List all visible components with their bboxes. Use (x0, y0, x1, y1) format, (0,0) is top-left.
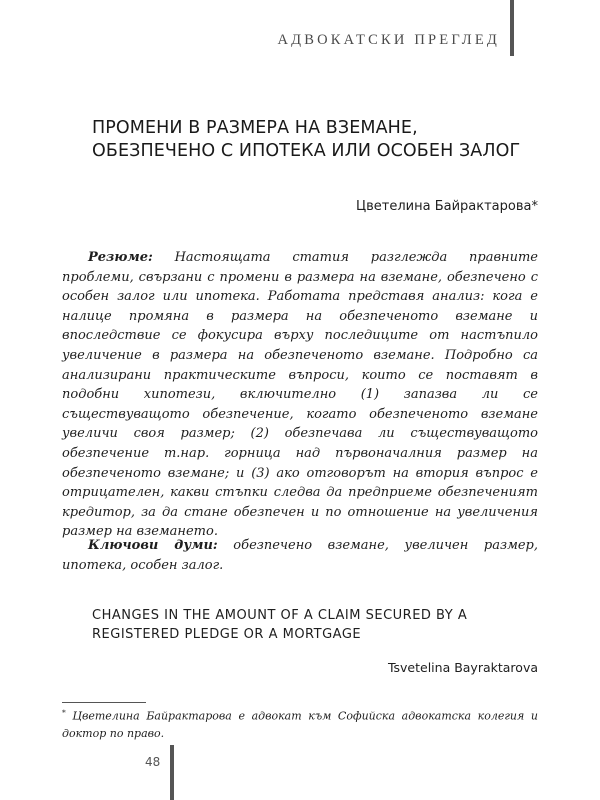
abstract-text: Настоящата статия разглежда правните проблеми, свързани с промени в размера на вземане, обезпечено с особен залог или ипотека. Работата представя анализ: кога е налице промяна в размера на обезпеченото вземане и впоследствие се фокусира върху последиците от настъпило увеличение в размера на обезпеченото вземане. Подробно са анализирани практическите въпроси, които се поставят в подобни хипотези, включително (1) запазва ли се съществуващото обезпечение, когато обезпеченото вземане увеличи своя размер; (2) обезпечава ли съществуващото обезпечение т.нар. горница над първоначалния размер на обезпеченото вземане; и (3) ако отговорът на втория въпрос е отрицателен, какви стъпки следва да предприеме обезпеченият кредитор, за да стане обезпечен и по отношение на увеличения размер на вземането. (62, 250, 538, 540)
footnote (62, 704, 538, 742)
keywords-label: Ключови думи: (88, 538, 218, 553)
journal-title: АДВОКАТСКИ ПРЕГЛЕД (277, 32, 500, 48)
english-title: CHANGES IN THE AMOUNT OF A CLAIM SECURED BY A REGISTERED PLEDGE OR A MORTGAGE (92, 608, 468, 642)
article-author: Цветелина Байрактарова* (356, 199, 538, 214)
page-number: 48 (145, 755, 161, 769)
footnote-text: Цветелина Байрактарова е адвокат към Софийска адвокатска колегия и доктор по право. (62, 709, 538, 740)
footer-rule (170, 745, 174, 800)
abstract (62, 248, 538, 542)
footnote-rule (62, 702, 146, 703)
english-author: Tsvetelina Bayraktarova (387, 660, 538, 675)
header-rule (510, 0, 514, 56)
abstract-label: Резюме: (88, 250, 153, 265)
article-title: ПРОМЕНИ В РАЗМЕРА НА ВЗЕМАНЕ, ОБЕЗПЕЧЕНО С ИПОТЕКА ИЛИ ОСОБЕН ЗАЛОГ (92, 118, 521, 161)
footnote-marker: * (62, 708, 66, 717)
keywords (62, 536, 538, 575)
keywords-text: обезпечено вземане, увеличен размер, ипотека, особен залог. (62, 538, 538, 573)
